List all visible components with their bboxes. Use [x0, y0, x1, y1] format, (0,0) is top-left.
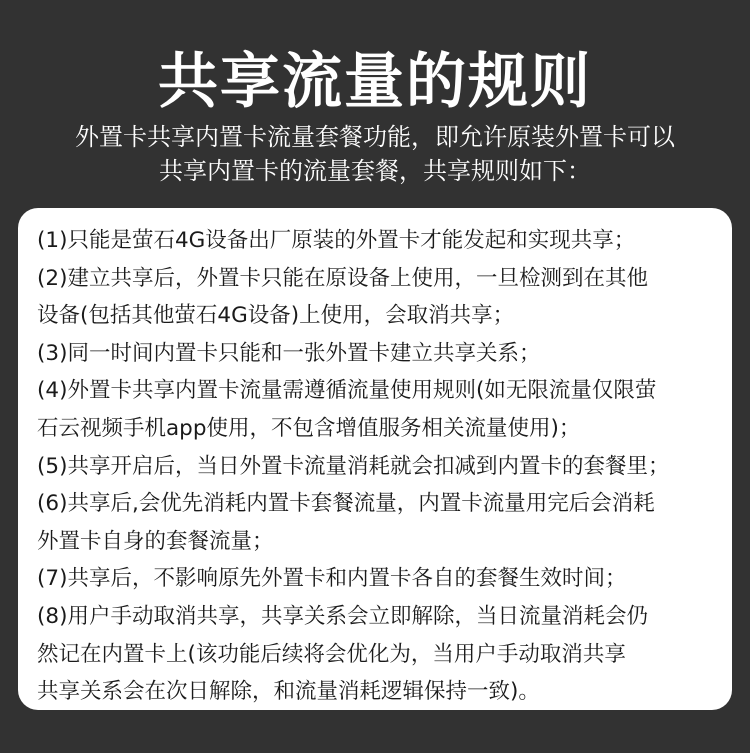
rule-line: 设备(包括其他萤石4G设备)上使用，会取消共享； — [37, 303, 515, 329]
rule-line: 然记在内置卡上(该功能后续将会优化为，当用户手动取消共享 — [37, 641, 626, 667]
rule-line: (8)用户手动取消共享，共享关系会立即解除，当日流量消耗会仍 — [37, 603, 648, 629]
rule-line: (3)同一时间内置卡只能和一张外置卡建立共享关系； — [37, 340, 541, 366]
intro-line: 共享内置卡的流量套餐，共享规则如下： — [159, 157, 591, 185]
page-title: 共享流量的规则 — [158, 47, 592, 117]
intro-line: 外置卡共享内置卡流量套餐功能，即允许原装外置卡可以 — [75, 123, 675, 151]
rule-line: (7)共享后，不影响原先外置卡和内置卡各自的套餐生效时间； — [37, 566, 627, 592]
intro-text — [0, 120, 750, 188]
rule-line: 共享关系会在次日解除，和流量消耗逻辑保持一致)。 — [37, 679, 540, 705]
rule-line: (1)只能是萤石4G设备出厂原装的外置卡才能发起和实现共享； — [37, 228, 636, 253]
rule-line: (6)共享后,会优先消耗内置卡套餐流量，内置卡流量用完后会消耗 — [37, 491, 655, 517]
rule-line: 石云视频手机app使用，不包含增值服务相关流量使用)； — [37, 415, 581, 441]
rules-list — [37, 222, 727, 711]
rule-line: 外置卡自身的套餐流量； — [37, 528, 274, 554]
rule-line: (2)建立共享后，外置卡只能在原设备上使用，一旦检测到在其他 — [37, 265, 648, 291]
rule-line: (5)共享开启后，当日外置卡流量消耗就会扣减到内置卡的套餐里； — [37, 453, 670, 479]
rule-line: (4)外置卡共享内置卡流量需遵循流量使用规则(如无限流量仅限萤 — [37, 378, 657, 404]
